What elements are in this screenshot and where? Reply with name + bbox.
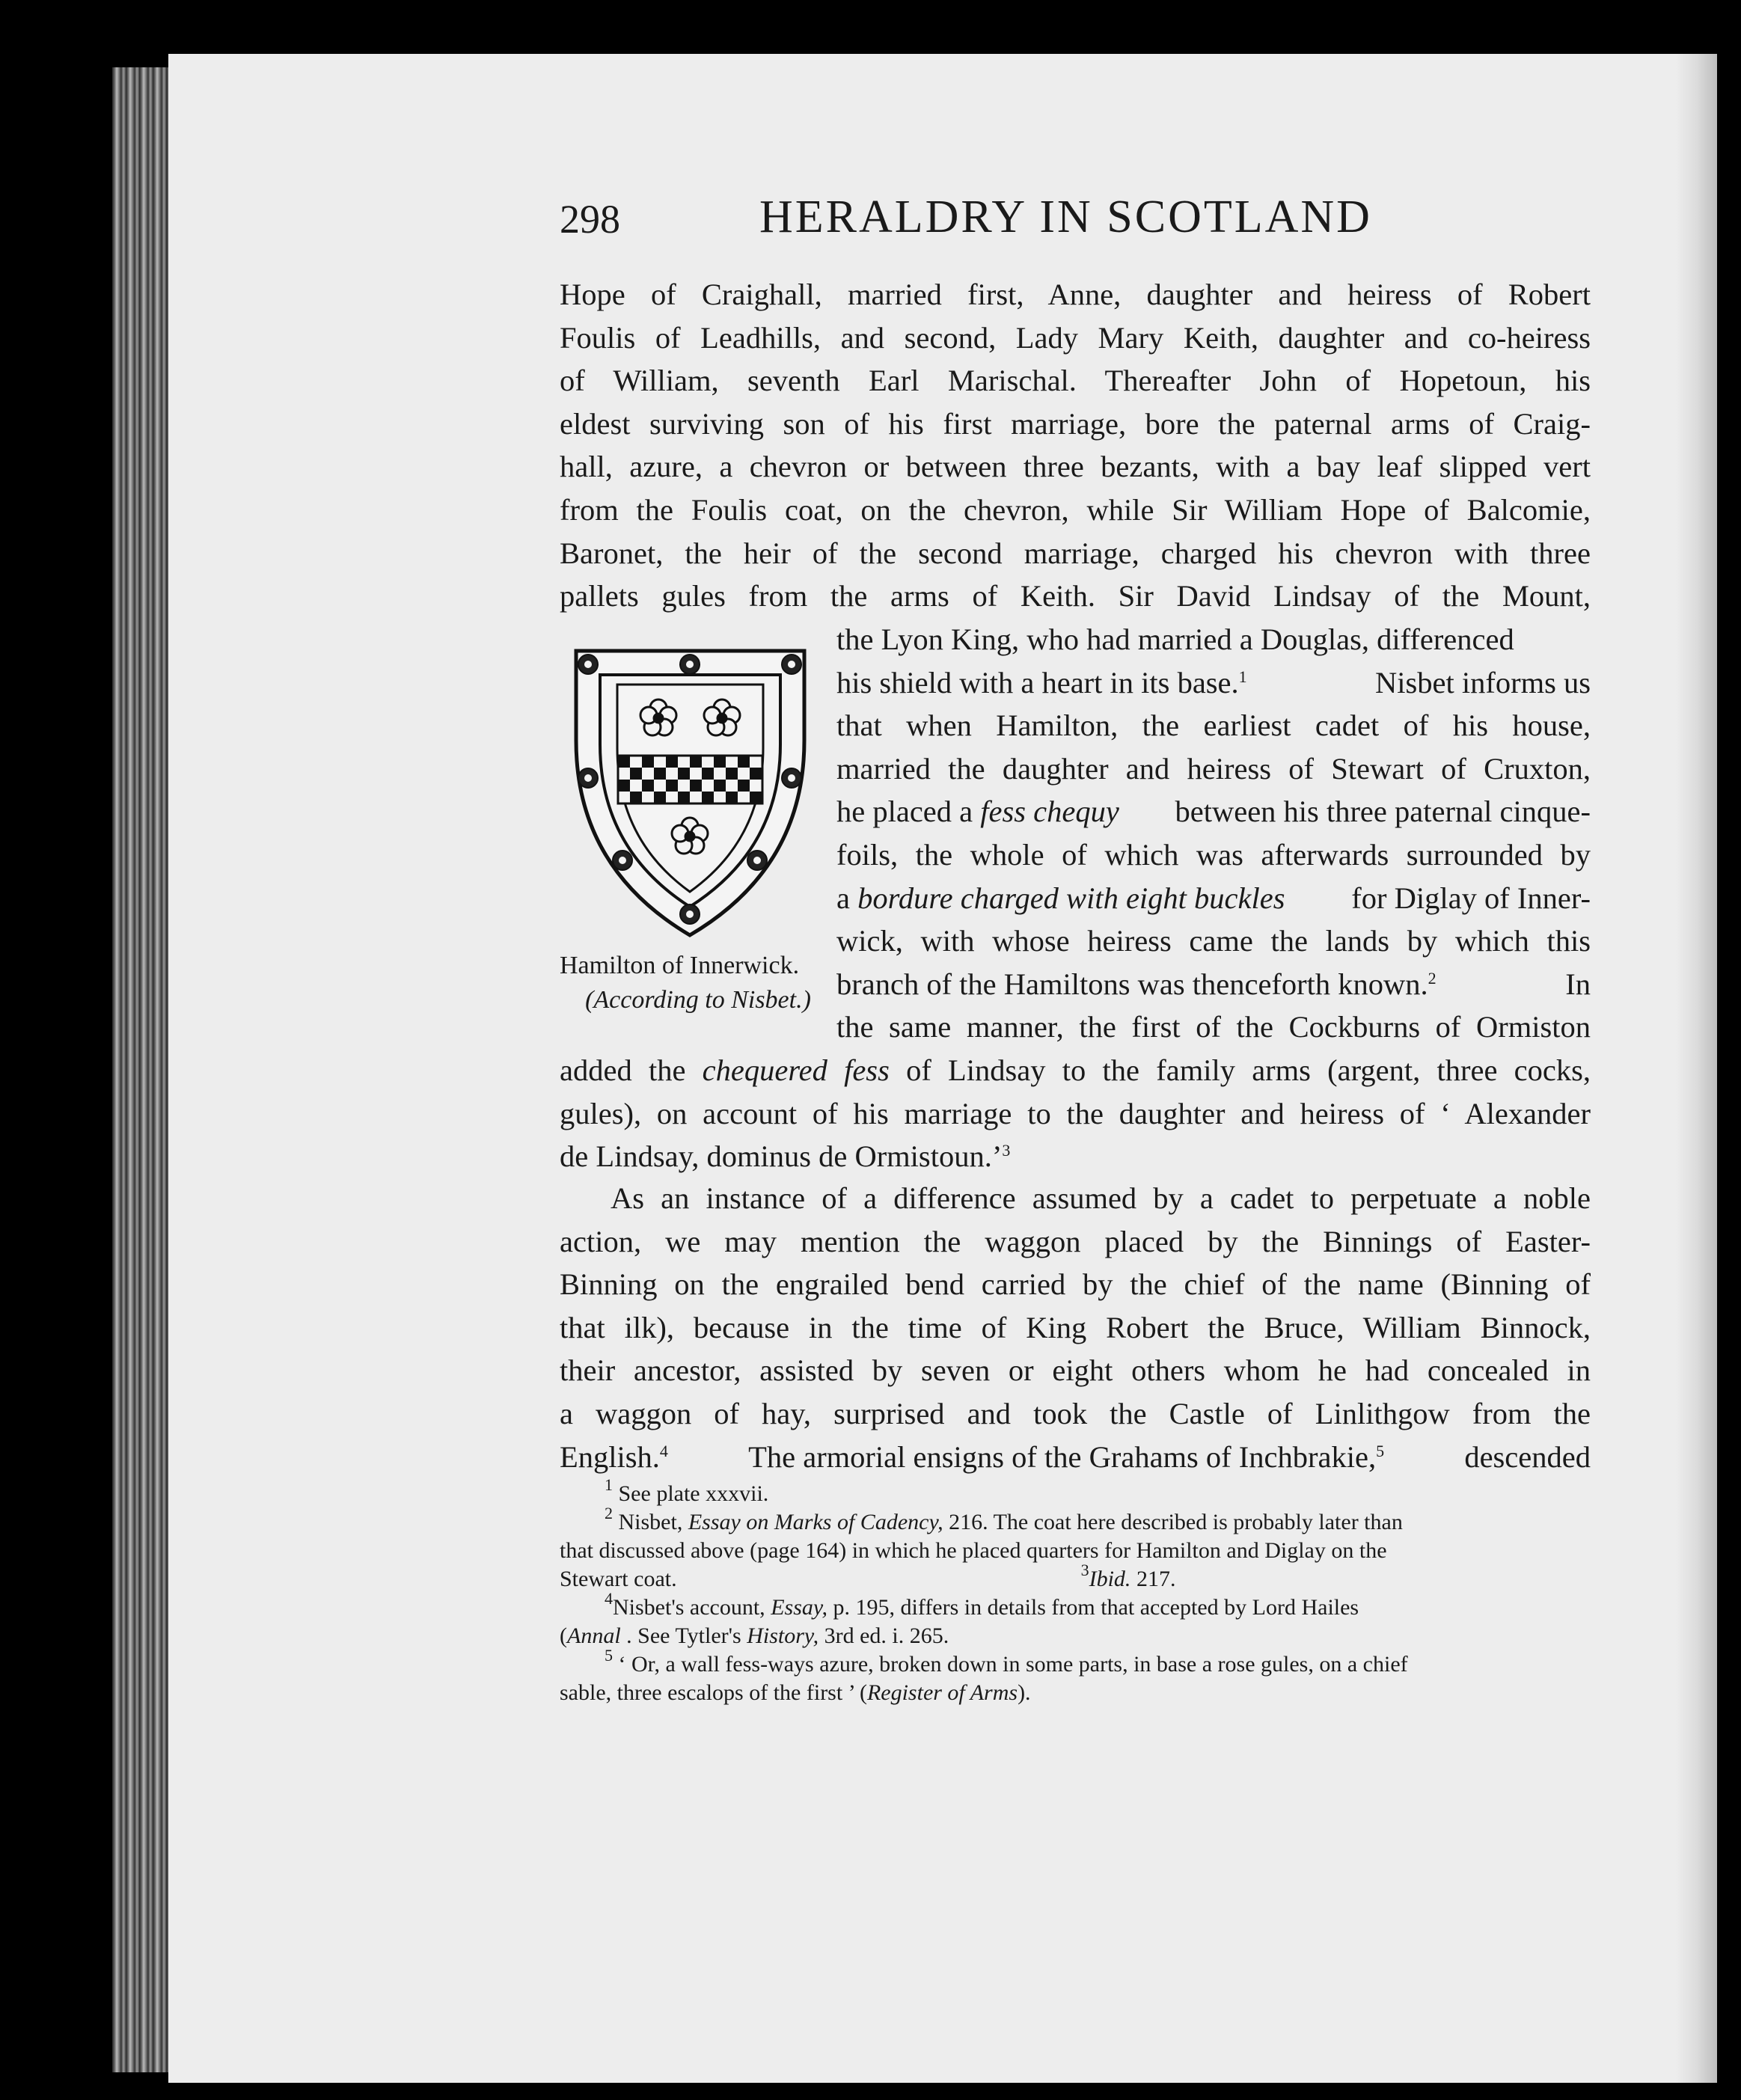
footnotes (560, 1475, 1591, 1707)
footnote-2 (560, 1504, 1591, 1537)
text-line: Hope of Craighall, married first, Anne, daughter and heiress of Robert (560, 278, 1591, 311)
footnote-2-continued: that discussed above (page 164) in which he placed quarters for Hamilton and Diglay on the (560, 1538, 1387, 1563)
footnote-italic: Register of Arms (866, 1680, 1018, 1705)
italic-term: fess chequy (980, 795, 1119, 829)
text-line (560, 1436, 1591, 1479)
footnote-fragment: . See Tytler's (626, 1623, 741, 1648)
footnote-ref: 4 (659, 1441, 668, 1460)
footnote-fragment: 3rd ed. i. 265. (824, 1623, 949, 1648)
text-line: gules), on account of his marriage to the daughter and heiress of ‘ Alexander (560, 1096, 1591, 1130)
page-right-edge (1676, 54, 1717, 2083)
fess-chequy (618, 756, 762, 803)
text-line: Binning on the engrailed bend carried by the chief of the name (Binning of (560, 1267, 1591, 1302)
text-line: from the Foulis coat, on the chevron, while Sir William Hope of Balcomie, (560, 492, 1591, 527)
text-fragment: of Lindsay to the family arms (argent, three cocks, (906, 1053, 1591, 1087)
text-line (560, 1135, 1591, 1178)
text-line (560, 1049, 1591, 1092)
figure-caption (560, 949, 836, 1017)
italic-term: bordure charged with eight buckles (857, 881, 1285, 915)
footnote-italic: Essay on Marks of Cadency, (688, 1510, 943, 1534)
text-line: that ilk), because in the time of King Robert the Bruce, William Binnock, (560, 1310, 1591, 1344)
footnote-marker: 3 (1080, 1561, 1089, 1579)
footnote-5-continued (560, 1679, 1591, 1707)
text-fragment-main: branch of the Hamiltons was thenceforth known. (836, 967, 1428, 1001)
shield-illustration (554, 643, 823, 943)
footnote-ref: 2 (1428, 968, 1436, 988)
text-line: wick, with whose heiress came the lands by which this (836, 924, 1591, 958)
footnote-text (605, 1504, 1403, 1534)
footnote-4-continued (560, 1622, 1591, 1650)
caption-title: Hamilton of Innerwick. (560, 952, 800, 979)
footnote-fragment: p. 195, differs in details from that accepted by Lord Hailes (833, 1595, 1359, 1620)
footnote-2-end-and-3 (560, 1561, 1591, 1594)
text-fragment: de Lindsay, dominus de Ormistoun.’ (560, 1139, 1003, 1174)
text-line: As an instance of a difference assumed by a cadet to perpetuate a noble (611, 1181, 1591, 1215)
footnote-4 (560, 1589, 1591, 1622)
footnote-fragment: ). (1018, 1680, 1031, 1705)
paragraph-1-continuation (560, 1049, 1591, 1178)
footnote-italic: History, (747, 1623, 819, 1648)
italic-term: chequered fess (702, 1053, 890, 1087)
text-line: Baronet, the heir of the second marriage, charged his chevron with three (560, 536, 1591, 570)
text-fragment (836, 790, 1119, 833)
footnote-fragment: sable, three escalops of the first ’ ( (560, 1680, 867, 1705)
text-fragment: between his three paternal cinque- (1175, 795, 1591, 829)
text-fragment: for Diglay of Inner- (1351, 881, 1591, 915)
text-fragment: descended (1464, 1439, 1591, 1474)
text-fragment (748, 1436, 1384, 1479)
text-line: of William, seventh Earl Marischal. Thereafter John of Hopetoun, his (560, 364, 1591, 398)
text-line (836, 790, 1591, 833)
footnote-fragment: Nisbet, (618, 1510, 683, 1534)
text-line (836, 618, 1591, 661)
running-title: HERALDRY IN SCOTLAND (759, 192, 1372, 242)
footnote-marker: 5 (605, 1646, 613, 1665)
footnote-ref: 3 (1002, 1141, 1011, 1160)
text-line: that when Hamilton, the earliest cadet of his house, (836, 708, 1591, 743)
footnote-fragment: Stewart coat. (560, 1567, 677, 1591)
text-line: eldest surviving son of his first marriage, bore the paternal arms of Craig- (560, 406, 1591, 441)
footnote-marker: 4 (605, 1589, 613, 1608)
footnote-5 (560, 1646, 1591, 1679)
text-line: action, we may mention the waggon placed by the Binnings of Easter- (560, 1224, 1591, 1258)
text-line: their ancestor, assisted by seven or eight others whom he had concealed in (560, 1353, 1591, 1388)
page-number: 298 (560, 197, 620, 242)
paragraph-1-wrapped (836, 618, 1591, 1049)
text-fragment-main: his shield with a heart in its base. (836, 665, 1239, 700)
text-line-content: the Lyon King, who had married a Douglas, differenced (836, 622, 1514, 656)
text-fragment-main: he placed a (836, 795, 973, 829)
text-line (836, 661, 1591, 705)
text-fragment (836, 877, 1285, 920)
text-line: a waggon of hay, surprised and took the Castle of Linlithgow from the (560, 1396, 1591, 1430)
text-line: pallets gules from the arms of Keith. Sir David Lindsay of the Mount, (560, 579, 1591, 613)
text-line: hall, azure, a chevron or between three bezants, with a bay leaf slipped vert (560, 450, 1591, 484)
paragraph-1-full-width (560, 273, 1591, 618)
text-fragment-main: The armorial ensigns of the Grahams of Inchbrakie, (748, 1439, 1377, 1474)
footnote-italic: Ibid. (1089, 1567, 1131, 1591)
text-fragment (836, 963, 1436, 1006)
footnote-italic: Annal (567, 1623, 621, 1648)
text-fragment: In (1565, 967, 1591, 1001)
footnote-ref: 1 (1238, 667, 1247, 686)
text-line: Foulis of Leadhills, and second, Lady Mary Keith, daughter and co-heiress (560, 320, 1591, 355)
text-fragment (560, 1436, 668, 1479)
footnote-marker: 2 (605, 1504, 613, 1522)
footnote-1 (560, 1475, 1591, 1508)
footnote-ref: 5 (1376, 1441, 1385, 1460)
footnote-fragment: 216. The coat here described is probably later than (949, 1510, 1403, 1534)
text-fragment: Nisbet informs us (1375, 665, 1591, 700)
footnote-marker: 1 (605, 1475, 613, 1494)
text-fragment: added the (560, 1053, 686, 1087)
caption-source: (According to Nisbet.) (585, 986, 811, 1014)
text-line: foils, the whole of which was afterwards surrounded by (836, 837, 1591, 872)
footnote-italic: Essay, (771, 1595, 828, 1620)
text-line: the same manner, the first of the Cockburns of Ormiston (836, 1010, 1591, 1044)
footnote-fragment: Nisbet's account, (613, 1595, 765, 1620)
text-line (836, 877, 1591, 920)
text-fragment-main: English. (560, 1439, 660, 1474)
text-fragment (836, 661, 1247, 705)
footnote-fragment: ( (560, 1623, 567, 1648)
text-line: married the daughter and heiress of Stewart of Cruxton, (836, 751, 1591, 786)
footnote-fragment: ‘ Or, a wall fess-ways azure, broken down in some parts, in base a rose gules, on a chief (618, 1652, 1408, 1677)
footnote-text: See plate xxxvii. (618, 1481, 769, 1506)
scan-right-border (1717, 0, 1741, 2100)
paragraph-2 (560, 1177, 1591, 1478)
text-fragment-main: a (836, 881, 850, 915)
text-line (836, 963, 1591, 1006)
footnote-fragment: 217. (1136, 1567, 1176, 1591)
coat-of-arms-figure (554, 643, 823, 943)
